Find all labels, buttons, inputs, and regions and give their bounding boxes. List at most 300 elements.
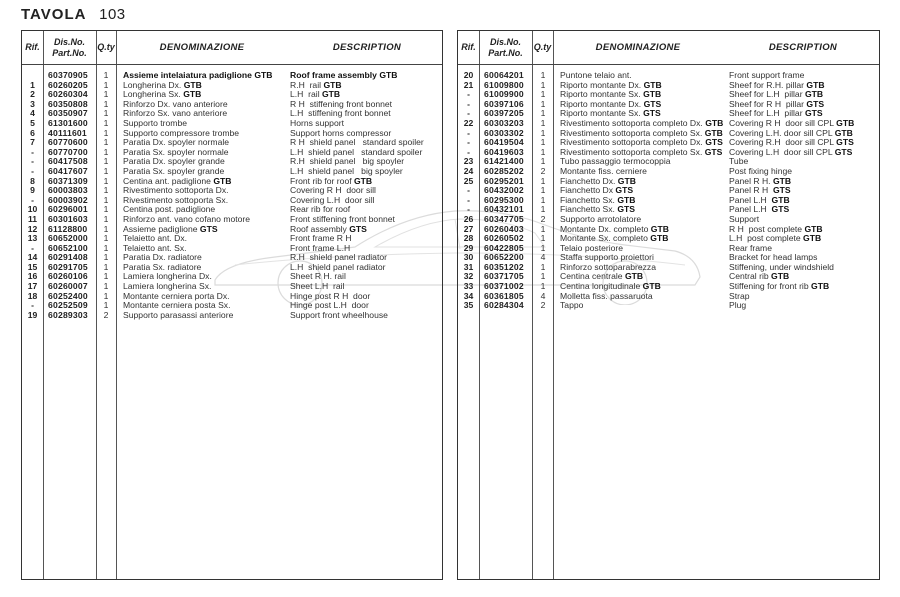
row-part-number: 60397205: [484, 108, 524, 119]
row-description-text: R H stiffening front bonnet: [290, 98, 393, 109]
row-rif: 35: [463, 300, 474, 311]
row-description-text: Roof frame assembly: [290, 70, 377, 80]
row-quantity: 1: [540, 117, 546, 128]
row-quantity: 1: [540, 98, 546, 109]
row-denominazione-text: Rivestimento sottoporta Sx.: [123, 194, 229, 205]
row-rif: 32: [463, 271, 474, 282]
row-model-code: GTS: [772, 185, 791, 196]
row-rif: 8: [30, 175, 35, 186]
row-part-number: 60350907: [48, 108, 88, 119]
row-quantity: 1: [103, 89, 109, 100]
row-quantity: 2: [540, 213, 546, 224]
row-denominazione-text: Fianchetto Dx.: [560, 175, 616, 186]
row-denominazione-text: Rivestimento sottoporta completo Dx.: [560, 117, 703, 128]
parts-table-left: [21, 30, 443, 580]
row-quantity: 1: [103, 175, 109, 186]
row-description-text: Panel R H: [729, 185, 771, 196]
row-rif: -: [467, 146, 470, 157]
row-denominazione-text: Puntone telaio ant.: [560, 70, 632, 80]
row-description-text: L.H post complete: [729, 233, 801, 244]
header-part-no-label: Part.No.: [52, 47, 87, 58]
row-model-code: GTS: [199, 223, 218, 234]
row-model-code: GTB: [617, 194, 636, 205]
row-part-number: 60770700: [48, 146, 88, 157]
table-body: [458, 71, 879, 311]
row-model-code: GTB: [643, 79, 662, 90]
row-denominazione-text: Lamiera longherina Sx.: [123, 281, 212, 292]
row-rif: -: [467, 185, 470, 196]
header-qty: Q.ty: [533, 42, 552, 52]
row-denominazione-text: Rinforzo ant. vano cofano motore: [123, 213, 251, 224]
row-quantity: 1: [540, 108, 546, 119]
row-denominazione-text: Tappo: [560, 300, 584, 311]
row-denominazione-text: Paratia Dx. radiatore: [123, 252, 202, 263]
row-model-code: GTS: [704, 146, 723, 157]
row-model-code: GTB: [803, 233, 822, 244]
row-rif: 17: [27, 281, 38, 292]
header-rif: Rif.: [461, 42, 476, 52]
row-quantity: 1: [540, 70, 546, 80]
row-part-number: 60361805: [484, 290, 524, 301]
row-description-text: Support front wheelhouse: [290, 309, 388, 320]
row-rif: -: [467, 194, 470, 205]
row-description-text: Front support frame: [729, 70, 805, 80]
row-model-code: GTB: [650, 223, 669, 234]
row-quantity: 1: [103, 137, 109, 148]
row-model-code: GTS: [643, 98, 662, 109]
row-quantity: 1: [103, 98, 109, 109]
row-quantity: 1: [103, 127, 109, 138]
row-denominazione-text: Centina post. padiglione: [123, 204, 216, 215]
row-rif: 29: [463, 242, 474, 253]
row-quantity: 1: [103, 156, 109, 167]
row-part-number: 60652000: [48, 233, 88, 244]
row-quantity: 1: [540, 89, 546, 100]
row-denominazione-text: Riporto montante Dx.: [560, 98, 642, 109]
row-denominazione-text: Montante cerniera porta Dx.: [123, 290, 230, 301]
row-model-code: GTB: [643, 89, 662, 100]
row-part-number: 61301600: [48, 117, 88, 128]
row-part-number: 60291408: [48, 252, 88, 263]
row-description-text: Panel R H.: [729, 175, 771, 186]
row-rif: -: [31, 300, 34, 311]
row-description-text: L.H shield panel big spoyler: [290, 165, 403, 176]
row-rif: 19: [27, 309, 38, 320]
page-title: [21, 6, 126, 23]
row-part-number: 60260205: [48, 79, 88, 90]
row-rif: 13: [27, 233, 38, 244]
row-description-text: R.H shield panel radiator: [290, 252, 387, 263]
row-part-number: 60351202: [484, 261, 524, 272]
row-description-text: Covering R.H door sill CPL: [729, 137, 834, 148]
row-part-number: 60652200: [484, 252, 524, 263]
row-part-number: 60003803: [48, 185, 88, 196]
row-quantity: 1: [540, 156, 546, 167]
row-quantity: 1: [540, 79, 546, 90]
header-part-no: [43, 31, 96, 64]
row-part-number: 60260502: [484, 233, 524, 244]
row-rif: -: [467, 137, 470, 148]
row-part-number: 61009800: [484, 79, 524, 90]
row-description-text: Sheef for L.H pillar: [729, 108, 803, 119]
row-part-number: 60419504: [484, 137, 524, 148]
parts-table-right: [457, 30, 880, 580]
row-description-text: Front frame R H: [290, 233, 352, 244]
row-part-number: 40111601: [48, 127, 87, 138]
row-part-number: 60295300: [484, 194, 524, 205]
row-denominazione-text: Fianchetto Sx.: [560, 204, 615, 215]
row-description-text: Horns support: [290, 117, 344, 128]
row-denominazione-text: Longherina Sx.: [123, 89, 181, 100]
row-part-number: 60260304: [48, 89, 88, 100]
row-rif: -: [467, 108, 470, 119]
row-part-number: 60397106: [484, 98, 524, 109]
row-description-text: L.H shield panel standard spoiler: [290, 146, 423, 157]
row-model-code: GTB: [642, 281, 661, 292]
row-part-number: 60260403: [484, 223, 524, 234]
row-denominazione-text: Rinforzo Dx. vano anteriore: [123, 98, 228, 109]
row-rif: 23: [463, 156, 474, 167]
row-model-code: GTS: [836, 137, 854, 148]
row-description-text: L.H rail: [290, 89, 320, 100]
row-part-number: 60296001: [48, 204, 88, 215]
row-denominazione-text: Rivestimento sottoporta completo Sx.: [560, 127, 703, 138]
row-rif: 34: [463, 290, 474, 301]
row-rif: 10: [27, 204, 38, 215]
row-rif: 27: [463, 223, 474, 234]
row-rif: -: [467, 98, 470, 109]
row-quantity: 1: [103, 300, 109, 311]
table-body: [22, 71, 442, 320]
row-description-text: Front frame L.H: [290, 242, 351, 253]
header-denominazione: DENOMINAZIONE: [159, 42, 245, 53]
row-description-text: Covering L.H. door sill CPL: [729, 127, 833, 138]
row-quantity: 1: [103, 223, 109, 234]
row-model-code: GTB: [771, 271, 790, 282]
row-description-text: Sheef for L.H pillar: [729, 89, 803, 100]
row-description-text: Covering R H door sill CPL: [729, 117, 834, 128]
row-rif: 6: [30, 127, 35, 138]
row-quantity: 4: [540, 290, 546, 301]
row-model-code: GTB: [323, 79, 342, 90]
row-rif: -: [31, 194, 34, 205]
row-rif: 2: [30, 89, 35, 100]
header-divider: [22, 64, 442, 65]
row-rif: 16: [27, 271, 38, 282]
row-part-number: 60422805: [484, 242, 524, 253]
page-title-word: TAVOLA: [21, 6, 87, 23]
row-denominazione-text: Lamiera longherina Dx.: [123, 271, 212, 282]
row-model-code: GTB: [183, 89, 202, 100]
row-denominazione-text: Montante cerniera posta Sx.: [123, 300, 231, 311]
row-description-text: Support: [729, 213, 760, 224]
row-description-text: Central rib: [729, 271, 769, 282]
row-denominazione-text: Centina longitudinale: [560, 281, 641, 292]
row-denominazione: [560, 301, 583, 311]
row-model-code: GTB: [379, 70, 398, 80]
row-part-number: 60417607: [48, 165, 88, 176]
row-part-number: 60652100: [48, 242, 88, 253]
row-rif: 20: [463, 70, 474, 80]
row-quantity: 1: [540, 146, 546, 157]
row-model-code: GTS: [806, 98, 825, 109]
row-denominazione-text: Supporto trombe: [123, 117, 188, 128]
row-quantity: 1: [540, 137, 546, 148]
header-divider: [458, 64, 879, 65]
row-part-number: 60295201: [484, 175, 524, 186]
row-quantity: 1: [540, 233, 546, 244]
row-denominazione-text: Supporto parasassi anteriore: [123, 309, 234, 320]
header-description: DESCRIPTION: [768, 42, 838, 53]
row-model-code: GTS: [615, 185, 634, 196]
row-model-code: GTB: [771, 194, 790, 205]
row-model-code: GTS: [705, 137, 723, 148]
row-part-number: 60285202: [484, 165, 524, 176]
row-denominazione-text: Paratia Dx. spoyler grande: [123, 156, 225, 167]
row-quantity: 1: [103, 204, 109, 215]
row-rif: -: [31, 165, 34, 176]
row-quantity: 1: [103, 185, 109, 196]
row-description-text: Sheef for R H pillar: [729, 98, 804, 109]
table-row: [458, 301, 879, 311]
row-quantity: 1: [103, 213, 109, 224]
row-model-code: GTB: [354, 175, 373, 186]
row-quantity: 1: [540, 127, 546, 138]
row-denominazione-text: Rinforzo sottoparabrezza: [560, 261, 657, 272]
row-quantity: 1: [540, 185, 546, 196]
row-model-code: GTB: [811, 281, 830, 292]
row-part-number: 60370905: [48, 70, 88, 80]
row-denominazione-text: Telaio posteriore: [560, 242, 624, 253]
row-description-text: R.H rail: [290, 79, 322, 90]
row-description-text: R H post complete: [729, 223, 803, 234]
row-rif: 30: [463, 252, 474, 263]
row-quantity: 1: [540, 175, 546, 186]
row-part-number: 60432002: [484, 185, 524, 196]
row-quantity: 1: [103, 146, 109, 157]
row-denominazione-text: Assieme intelaiatura padiglione: [123, 70, 252, 80]
row-description-text: Rear frame: [729, 242, 772, 253]
row-description-text: L.H shield panel radiator: [290, 261, 386, 272]
row-rif: 15: [27, 261, 38, 272]
row-rif: 28: [463, 233, 474, 244]
row-description-text: R.H shield panel big spoyler: [290, 156, 405, 167]
row-part-number: 60432101: [484, 204, 524, 215]
row-model-code: GTB: [806, 79, 825, 90]
header-denominazione: DENOMINAZIONE: [595, 42, 681, 53]
row-denominazione-text: Paratia Sx. spoyler grande: [123, 165, 225, 176]
header-dis-no-label: Dis.No.: [53, 36, 85, 47]
row-description-text: Covering L.H door sill: [290, 194, 375, 205]
row-denominazione-text: Paratia Dx. spoyler normale: [123, 137, 230, 148]
row-denominazione-text: Fianchetto Sx.: [560, 194, 615, 205]
row-description-text: Stiffening, under windshield: [729, 261, 834, 272]
row-description-text: Strap: [729, 290, 750, 301]
row-part-number: 60770600: [48, 137, 88, 148]
row-description-text: Support horns compressor: [290, 127, 392, 138]
page-title-number: 103: [99, 6, 126, 23]
row-description-text: L.H stiffening front bonnet: [290, 108, 391, 119]
row-model-code: GTS: [804, 108, 823, 119]
row-quantity: 1: [103, 233, 109, 244]
row-quantity: 2: [540, 165, 546, 176]
row-part-number: 60419603: [484, 146, 524, 157]
row-model-code: GTB: [834, 127, 853, 138]
row-rif: 14: [27, 252, 38, 263]
row-part-number: 60350808: [48, 98, 88, 109]
row-description-text: Front stiffening front bonnet: [290, 213, 395, 224]
row-denominazione-text: Riporto montante Sx.: [560, 89, 641, 100]
row-description: [290, 311, 388, 321]
row-description-text: Bracket for head lamps: [729, 252, 818, 263]
row-rif: 3: [30, 98, 35, 109]
row-part-number: 60252400: [48, 290, 88, 301]
row-description-text: Covering R H door sill: [290, 185, 376, 196]
row-description-text: Panel L.H: [729, 204, 770, 215]
row-description-text: R H shield panel standard spoiler: [290, 137, 424, 148]
row-model-code: GTB: [704, 127, 723, 138]
row-quantity: 1: [103, 281, 109, 292]
row-description-text: Roof assembly: [290, 223, 347, 234]
row-model-code: GTS: [834, 146, 853, 157]
row-denominazione-text: Supporto compressore trombe: [123, 127, 240, 138]
row-quantity: 1: [103, 252, 109, 263]
row-denominazione-text: Rinforzo Sx. vano anteriore: [123, 108, 228, 119]
row-model-code: GTS: [643, 108, 661, 119]
row-description-text: Rear rib for roof: [290, 204, 351, 215]
row-denominazione-text: Telaietto ant. Sx.: [123, 242, 187, 253]
row-part-number: 60417508: [48, 156, 88, 167]
row-quantity: 1: [103, 290, 109, 301]
table-row: [22, 311, 442, 321]
row-quantity: 1: [103, 108, 109, 119]
row-quantity: 1: [540, 223, 546, 234]
row-model-code: GTB: [254, 70, 273, 80]
row-denominazione-text: Rivestimento sottoporta Dx.: [123, 185, 229, 196]
row-quantity: 1: [103, 194, 109, 205]
row-denominazione-text: Telaietto ant. Dx.: [123, 233, 188, 244]
row-denominazione-text: Fianchetto Dx: [560, 185, 616, 196]
row-model-code: GTS: [771, 204, 790, 215]
row-quantity: 1: [540, 194, 546, 205]
row-rif: 26: [463, 213, 474, 224]
row-rif: 22: [463, 117, 474, 128]
row-rif: 1: [30, 79, 35, 90]
row-model-code: GTS: [617, 204, 635, 215]
row-denominazione-text: Paratia Sx. spoyler normale: [123, 146, 229, 157]
row-part-number: 60347705: [484, 213, 524, 224]
row-model-code: GTB: [772, 175, 792, 186]
row-rif: 12: [27, 223, 38, 234]
row-part-number: 60371705: [484, 271, 524, 282]
row-part-number: 61421400: [484, 156, 524, 167]
header-description: DESCRIPTION: [332, 42, 402, 53]
row-model-code: GTB: [183, 79, 202, 90]
row-description-text: Sheet L.H rail: [290, 281, 345, 292]
row-description-text: Plug: [729, 300, 747, 311]
row-description: [729, 301, 746, 311]
row-rif: 21: [463, 79, 474, 90]
row-description-text: Sheef for R.H. pillar: [729, 79, 804, 90]
row-denominazione-text: Centina ant. padiglione: [123, 175, 211, 186]
row-description-text: Hinge post R H door: [290, 290, 371, 301]
row-denominazione: [123, 311, 233, 321]
row-description-text: Stiffening for front rib: [729, 281, 809, 292]
row-model-code: GTS: [349, 223, 367, 234]
row-part-number: 60303302: [484, 127, 524, 138]
row-description-text: Tube: [729, 156, 749, 167]
row-quantity: 1: [103, 70, 109, 80]
header-part-no-label: Part.No.: [488, 47, 523, 58]
row-part-number: 60260106: [48, 271, 88, 282]
row-denominazione-text: Montante Sx. completo: [560, 233, 648, 244]
row-model-code: GTB: [650, 233, 669, 244]
row-description-text: Panel L.H: [729, 194, 770, 205]
row-quantity: 1: [540, 242, 546, 253]
row-quantity: 1: [540, 281, 546, 292]
row-denominazione-text: Molletta fiss. passaruota: [560, 290, 653, 301]
row-part-number: 60371309: [48, 175, 88, 186]
row-rif: -: [467, 89, 470, 100]
row-rif: 4: [30, 108, 35, 119]
row-part-number: 60301603: [48, 213, 88, 224]
row-denominazione-text: Longherina Dx.: [123, 79, 182, 90]
row-quantity: 1: [103, 261, 109, 272]
row-model-code: GTB: [213, 175, 232, 186]
header-rif: Rif.: [25, 42, 40, 52]
row-description-text: Hinge post L.H door: [290, 300, 369, 311]
row-denominazione-text: Assieme padiglione: [123, 223, 198, 234]
row-rif: 25: [463, 175, 474, 186]
row-part-number: 60291705: [48, 261, 88, 272]
row-quantity: 4: [540, 252, 546, 263]
row-model-code: GTB: [705, 117, 724, 128]
row-denominazione-text: Staffa supporto proiettori: [560, 252, 654, 263]
row-quantity: 1: [103, 117, 109, 128]
row-part-number: 61128800: [48, 223, 88, 234]
row-quantity: 2: [540, 300, 546, 311]
row-quantity: 1: [540, 204, 546, 215]
row-rif: -: [31, 156, 34, 167]
row-rif: 7: [30, 137, 35, 148]
row-description-text: Post fixing hinge: [729, 165, 793, 176]
row-description-text: Sheet R H. rail: [290, 271, 346, 282]
row-quantity: 1: [103, 242, 109, 253]
header-qty: Q.ty: [97, 42, 115, 52]
header-dis-no-label: Dis.No.: [489, 36, 521, 47]
row-rif: 18: [27, 290, 38, 301]
row-part-number: 60260007: [48, 281, 88, 292]
row-model-code: GTB: [624, 271, 644, 282]
row-denominazione-text: Paratia Sx. radiatore: [123, 261, 202, 272]
row-part-number: 60252509: [48, 300, 88, 311]
row-denominazione-text: Montante Dx. completo: [560, 223, 649, 234]
row-denominazione-text: Rivestimento sottoporta completo Dx.: [560, 137, 703, 148]
row-quantity: 1: [103, 79, 109, 90]
row-part-number: 60371002: [484, 281, 524, 292]
row-rif: 31: [463, 261, 474, 272]
row-rif: -: [31, 242, 34, 253]
row-model-code: GTB: [804, 223, 823, 234]
row-part-number: 60064201: [484, 70, 524, 80]
row-quantity: 1: [540, 271, 546, 282]
row-rif: 5: [30, 117, 35, 128]
row-rif: 24: [463, 165, 474, 176]
row-denominazione-text: Rivestimento sottoporta completo Sx.: [560, 146, 703, 157]
row-rif: -: [467, 204, 470, 215]
row-model-code: GTB: [617, 175, 636, 186]
row-rif: -: [31, 146, 34, 157]
